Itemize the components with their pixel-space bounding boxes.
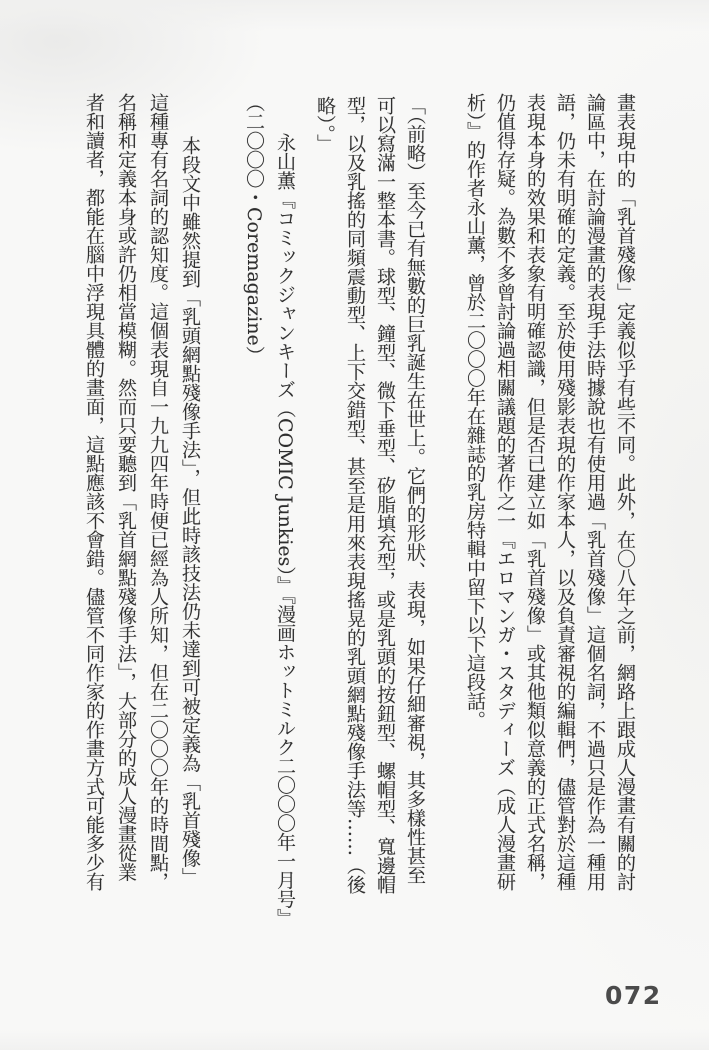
body-paragraph-continued: 畫表現中的「乳首殘像」定義似乎有些不同。此外，在〇八年之前，網路上跟成人漫畫有關的討論區中，在討論漫畫的表現手法時據說也有使用過「乳首殘像」這個名詞，不過只是作為一種用語，仍未有明確的定義。至於使用殘影表現的作家本人，以及負責審視的編輯們，儘管對於這種表現本身的效果和表象有明確認識，但是否已建立如「乳首殘像」或其他類似意義的正式名稱，仍值得存疑。為數不多曾討論過相關議題的著作之一『エロマンガ・スタディーズ（成人漫畫研析）』的作者永山薰，曾於二〇〇〇年在雜誌的乳房特輯中留下以下這段話。 [464,93,636,891]
citation-source-line: 永山薫『コミックジャンキーズ（COMIC Junkies）』『漫画ホットミルク二〇〇〇年一月号』（二〇〇〇・Coremagazine） [243,93,296,918]
page-number: 072 [605,981,662,1010]
blockquote-nagayama-quote: 「（前略）至今已有無數的巨乳誕生在世上。它們的形狀、表現，如果仔細審視，其多樣性甚至可以寫滿一整本書。球型、鐘型、微下垂型、矽脂填充型，或是乳頭的按鈕型、螺帽型、寬邊帽型，以及乳搖的同頻震動型、上下交錯型、甚至是用來表現搖晃的乳頭網點殘像手法等……（後略）。」 [314,96,426,894]
body-paragraph-commentary: 本段文中雖然提到「乳頭網點殘像手法」，但此時該技法仍未達到可被定義為「乳首殘像」這種專有名詞的認知度。這個表現自一九九四年時便已經為人所知，但在二〇〇〇年的時間點，名稱和定義本身或許仍相當模糊。然而只要聽到「乳首網點殘像手法」，大部分的成人漫畫從業者和讀者，都能在腦中浮現具體的畫面，這點應該不會錯。儘管不同作家的作畫方式可能多少有 [83,93,201,891]
